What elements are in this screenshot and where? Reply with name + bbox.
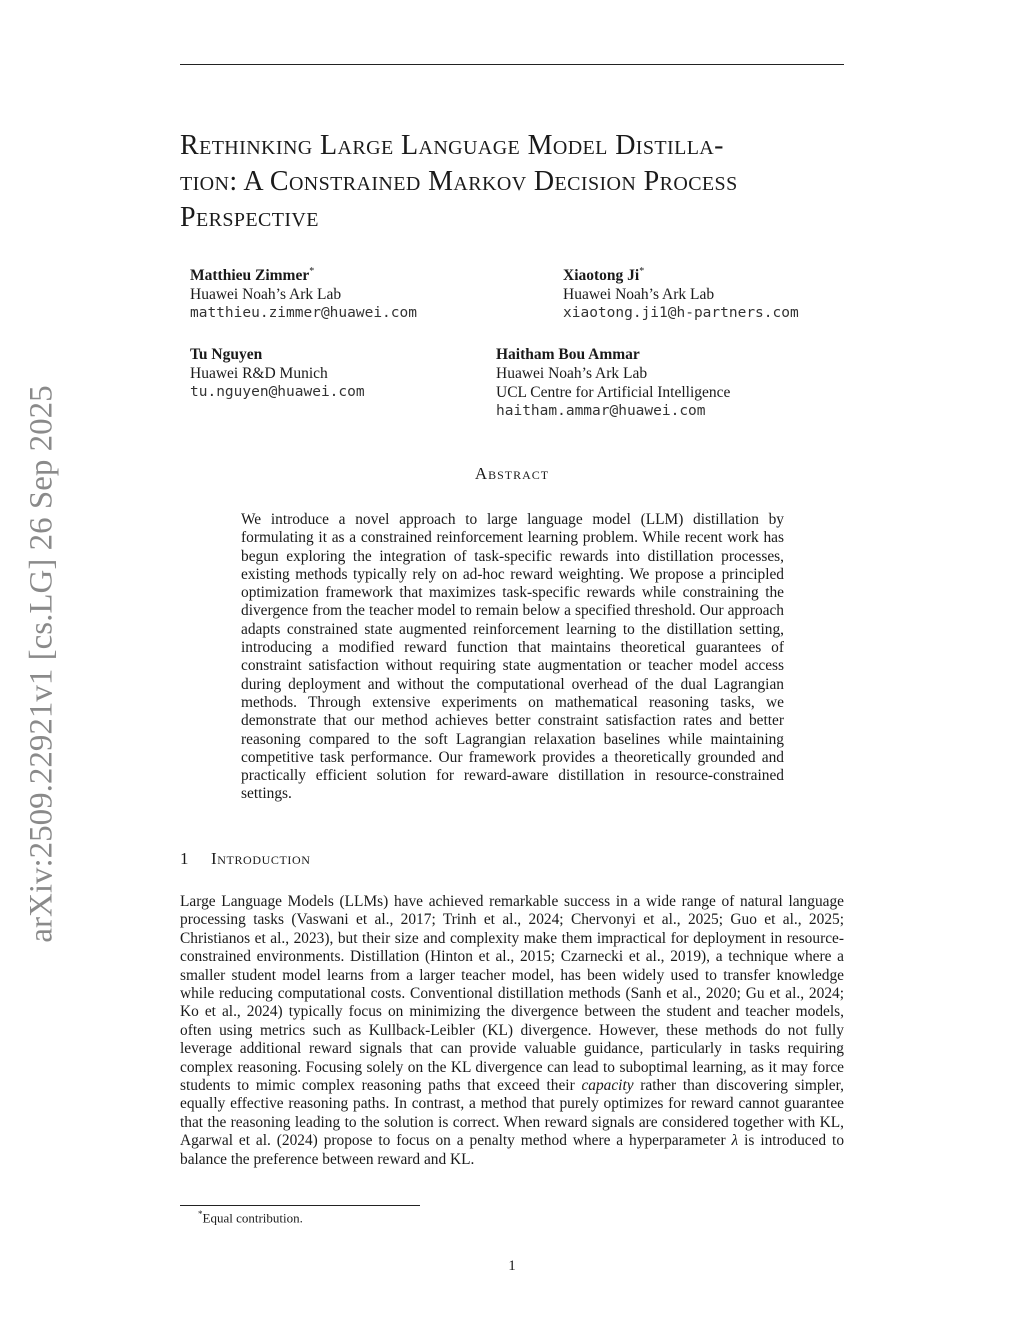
author-name: Matthieu Zimmer (190, 267, 310, 285)
footnote-mark: * (198, 1209, 203, 1219)
top-rule (180, 64, 844, 65)
footnote (198, 1209, 303, 1226)
paper-title (180, 128, 848, 236)
author-name: Haitham Bou Ammar (496, 346, 640, 363)
abstract-text: We introduce a novel approach to large language model (LLM) distillation by formulating it as a constrained reinforcement learning problem. While recent work has begun exploring the integration of task-specific rewards into distillation processes, existing methods typically rely on ad-hoc reward weighting. We propose a principled optimization framework that maximizes task-specific rewards while constraining the divergence from the teacher model to remain below a specified threshold. Our approach adapts constrained state augmented reinforcement learning to the distillation setting, introducing a modified reward function that maintains theoretical guarantees of constraint satisfaction without requiring state augmentation or teacher model access during deployment and without the computational overhead of the dual Lagrangian methods. Through extensive experiments on mathematical reasoning tasks, we demonstrate that our method achieves better constraint satisfaction rates and better reasoning compared to the soft Lagrangian relaxation baselines while maintaining competitive task performance. Our framework provides a theoretically grounded and practically efficient solution for reward-aware distillation in resource-constrained settings. (241, 511, 784, 803)
author-block (190, 262, 417, 323)
author-affiliation: UCL Centre for Artificial Intelligence (496, 384, 731, 401)
author-email[interactable]: tu.nguyen@huawei.com (190, 384, 365, 400)
section-title: Introduction (211, 849, 311, 868)
arxiv-identifier[interactable]: arXiv:2509.22921v1 [cs.LG] 26 Sep 2025 (23, 385, 60, 943)
author-name: Tu Nguyen (190, 346, 263, 363)
author-email[interactable]: haitham.ammar@huawei.com (496, 403, 706, 419)
abstract-heading: Abstract (474, 464, 550, 483)
page-number: 1 (508, 1258, 516, 1274)
author-affiliation: Huawei Noah’s Ark Lab (190, 286, 342, 304)
introduction-paragraph (180, 893, 844, 1169)
equal-contribution-mark: * (639, 266, 645, 277)
author-name: Xiaotong Ji (563, 267, 640, 285)
author-block (563, 262, 799, 323)
author-affiliation: Huawei Noah’s Ark Lab (496, 365, 648, 382)
footnote-rule (180, 1205, 420, 1206)
lambda-symbol: λ (731, 1132, 739, 1150)
section-heading (180, 849, 311, 869)
section-number: 1 (180, 849, 190, 868)
title-line-1: Rethinking Large Language Model Distilla- (180, 130, 724, 161)
intro-text-part1: Large Language Models (LLMs) have achieved remarkable success in a wide range of natural language processing tasks (Vaswani et al., 2017; Trinh et al., 2024; Chervonyi et al., 2025; Guo et al., 2025; Christianos et al., 2023), but their size and complexity make them impractical for deployment in resource-constrained environments. Distillation (Hinton et al., 2015; Czarnecki et al., 2019), a technique where a smaller student model learns from a larger teacher model, has been widely used to transfer knowledge while reducing computational costs. Conventional distillation methods (Sanh et al., 2020; Gu et al., 2024; Ko et al., 2024) typically focus on minimizing the divergence between the student and teacher models, often using metrics such as Kullback-Leibler (KL) divergence. However, these methods do not fully leverage additional reward signals that can provide valuable guidance, particularly in tasks requiring complex reasoning. Focusing solely on the KL divergence can lead to suboptimal learning, as it may force students to mimic complex reasoning paths that exceed their (180, 893, 844, 1095)
intro-text-part2: rather than discovering simpler, equally effective reasoning paths. In contrast, a method that purely optimizes for reward cannot guarantee that the reasoning leading to the solution is correct. When reward signals are considered together with KL, Agarwal et al. (2024) propose to focus on a penalty method where a hyperparameter (180, 1077, 844, 1150)
title-line-2: tion: A Constrained Markov Decision Process (180, 166, 738, 197)
author-block (190, 345, 365, 402)
intro-text-part3: is introduced to balance the preference between reward and KL. (180, 1132, 845, 1168)
author-email[interactable]: xiaotong.ji1@h-partners.com (563, 305, 799, 322)
title-line-3: Perspective (180, 202, 319, 233)
intro-emphasis: capacity (581, 1077, 634, 1095)
author-email[interactable]: matthieu.zimmer@huawei.com (190, 305, 417, 322)
author-block (496, 345, 730, 421)
author-affiliation: Huawei Noah’s Ark Lab (563, 286, 715, 304)
footnote-text: Equal contribution. (202, 1210, 303, 1226)
author-affiliation: Huawei R&D Munich (190, 365, 328, 382)
equal-contribution-mark: * (309, 266, 315, 277)
